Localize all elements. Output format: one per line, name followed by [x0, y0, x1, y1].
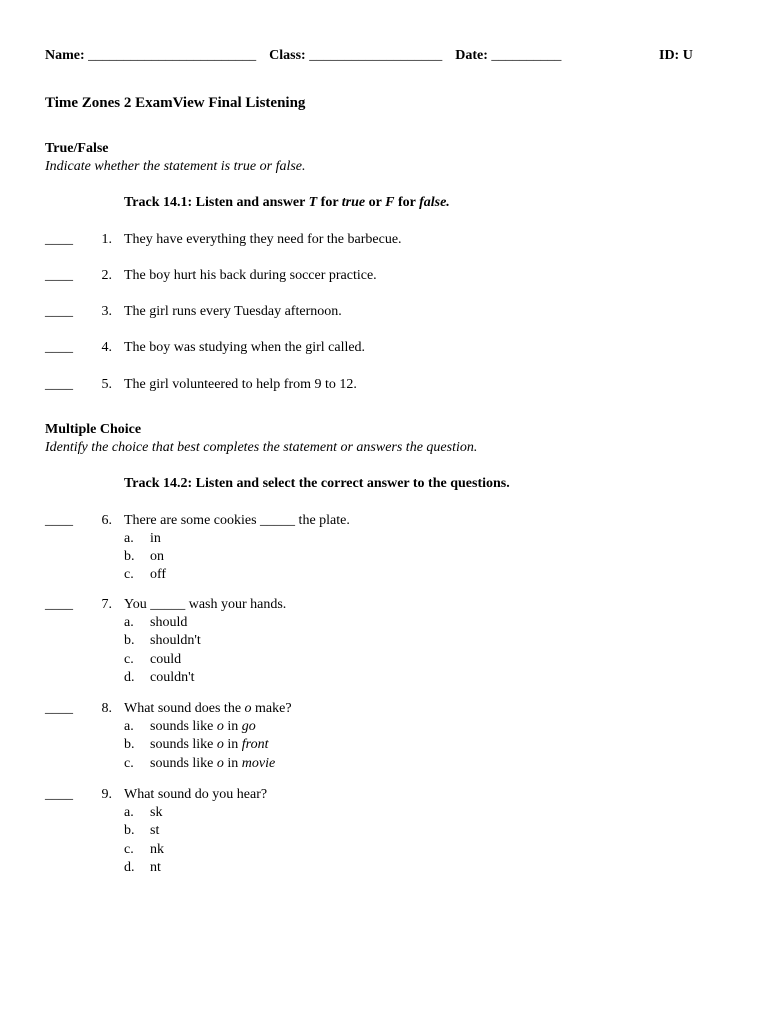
choice-text: nt [150, 860, 161, 875]
header-row [45, 48, 561, 64]
choice-text: sk [150, 805, 163, 820]
answer-blank-7[interactable]: ____ [45, 597, 73, 612]
choice-letter: b. [124, 633, 135, 648]
choice-letter: d. [124, 670, 135, 685]
question-number-4: 4. [101, 340, 112, 355]
choice-text: shouldn't [150, 633, 201, 648]
question-number-3: 3. [101, 304, 112, 319]
id-label: ID: [659, 48, 680, 63]
choice-text: off [150, 567, 167, 582]
choice-text: on [150, 549, 164, 564]
answer-blank-4[interactable]: ____ [45, 340, 73, 355]
question-number-2: 2. [101, 268, 112, 283]
choice-text: st [150, 823, 160, 838]
choice-text: should [150, 615, 188, 630]
question-number-7: 7. [101, 597, 112, 612]
choice-letter: c. [124, 567, 134, 582]
question-number-6: 6. [101, 513, 112, 528]
question-text-4: The boy was studying when the girl called. [124, 340, 366, 355]
class-label: Class: [269, 48, 306, 63]
choice-letter: b. [124, 823, 135, 838]
choice-text: sounds like o in front [150, 737, 269, 752]
question-text-5: The girl volunteered to help from 9 to 12. [124, 377, 357, 392]
date-label: Date: [455, 48, 488, 63]
question-text-1: They have everything they need for the barbecue. [124, 232, 402, 247]
choice-letter: a. [124, 805, 134, 820]
answer-blank-6[interactable]: ____ [45, 513, 73, 528]
id-block [659, 48, 693, 64]
question-text-7: You _____ wash your hands. [124, 597, 287, 612]
id-value: U [682, 48, 693, 63]
question-text-9: What sound do you hear? [124, 787, 268, 802]
choice-letter: c. [124, 842, 134, 857]
question-text-6: There are some cookies _____ the plate. [124, 513, 350, 528]
track-14-2-instruction: Track 14.2: Listen and select the correct answer to the questions. [124, 476, 510, 491]
question-number-9: 9. [101, 787, 112, 802]
answer-blank-9[interactable]: ____ [45, 787, 73, 802]
answer-blank-2[interactable]: ____ [45, 268, 73, 283]
answer-blank-5[interactable]: ____ [45, 377, 73, 392]
choice-letter: d. [124, 860, 135, 875]
choice-text: sounds like o in movie [150, 756, 276, 771]
answer-blank-1[interactable]: ____ [45, 232, 73, 247]
answer-blank-3[interactable]: ____ [45, 304, 73, 319]
choice-text: sounds like o in go [150, 719, 256, 734]
choice-letter: b. [124, 549, 135, 564]
choice-text: couldn't [150, 670, 195, 685]
page-title: Time Zones 2 ExamView Final Listening [45, 95, 306, 111]
choice-letter: a. [124, 615, 134, 630]
multiple-choice-instructions: Identify the choice that best completes the statement or answers the question. [45, 440, 478, 455]
choice-letter: b. [124, 737, 135, 752]
choice-text: could [150, 652, 182, 667]
choice-letter: c. [124, 652, 134, 667]
choice-letter: a. [124, 719, 134, 734]
answer-blank-8[interactable]: ____ [45, 701, 73, 716]
name-label: Name: [45, 48, 85, 63]
choice-letter: a. [124, 531, 134, 546]
true-false-heading: True/False [45, 141, 109, 156]
choice-text: nk [150, 842, 164, 857]
question-number-1: 1. [101, 232, 112, 247]
date-field[interactable]: __________ [491, 48, 562, 63]
true-false-instructions: Indicate whether the statement is true or false. [45, 159, 306, 174]
name-field[interactable]: ________________________ [88, 48, 257, 63]
choice-text: in [150, 531, 161, 546]
track-14-1-instruction: Track 14.1: Listen and answer T for true or F for false. [124, 195, 450, 210]
multiple-choice-heading: Multiple Choice [45, 422, 142, 437]
question-number-8: 8. [101, 701, 112, 716]
question-text-8: What sound does the o make? [124, 701, 292, 716]
question-number-5: 5. [101, 377, 112, 392]
question-text-3: The girl runs every Tuesday afternoon. [124, 304, 342, 319]
question-text-2: The boy hurt his back during soccer practice. [124, 268, 377, 283]
class-field[interactable]: ___________________ [309, 48, 443, 63]
choice-letter: c. [124, 756, 134, 771]
